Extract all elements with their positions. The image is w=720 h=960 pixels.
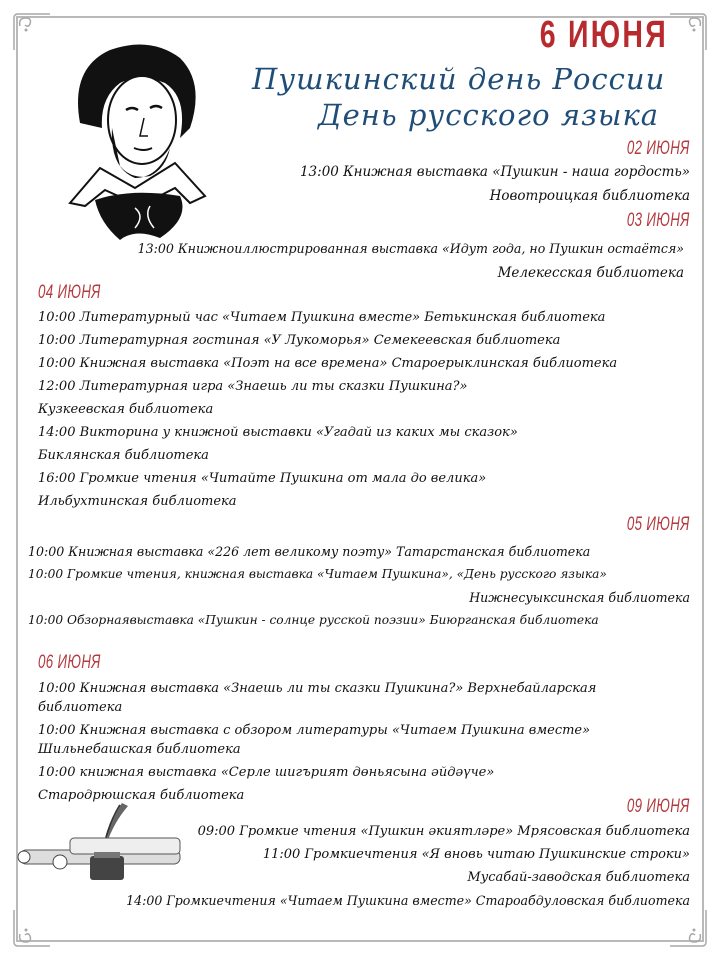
event-line: 13:00 Книжноиллюстрированная выставка «Идут года, но Пушкин остаётся» (137, 241, 684, 256)
event-line: 10:00 Книжная выставка «Знаешь ли ты сказки Пушкина?» Верхнебайларская (38, 681, 597, 696)
event-line: 10:00 Книжная выставка «Поэт на все времена» Староерыклинская библиотека (38, 356, 618, 371)
event-line: 10:00 книжная выставка «Серле шигърият дөньясына әйдәүче» (38, 765, 495, 780)
library-line: Биклянская библиотека (38, 448, 209, 463)
library-line: библиотека (38, 700, 123, 715)
date-label-09: 09 ИЮНЯ (627, 796, 690, 817)
library-line: Мусабай-заводская библиотека (467, 870, 690, 885)
library-line: Кузкеевская библиотека (38, 402, 214, 417)
event-line: 14:00 Викторина у книжной выставки «Угадай из каких мы сказок» (38, 425, 518, 440)
library-line: Ильбухтинская библиотека (38, 494, 237, 509)
library-line: Стародрюшская библиотека (38, 788, 245, 803)
corner-ornament-icon (12, 908, 52, 948)
library-line: Мелекесская библиотека (497, 265, 684, 281)
event-line: 10:00 Литературный час «Читаем Пушкина вместе» Бетькинская библиотека (38, 310, 606, 325)
event-line: 10:00 Литературная гостиная «У Лукоморья» Семекеевская библиотека (38, 333, 561, 348)
library-line: Шильнебашская библиотека (38, 742, 241, 757)
event-line: 13:00 Книжная выставка «Пушкин - наша гордость» (299, 164, 690, 180)
event-line: 09:00 Громкие чтения «Пушкин әкиятләре» Мрясовская библиотека (197, 824, 690, 839)
library-line: Нижнесуыксинская библиотека (469, 590, 690, 605)
event-line: 10:00 Книжная выставка с обзором литературы «Читаем Пушкина вместе» (38, 723, 591, 738)
event-line: 10:00 Книжная выставка «226 лет великому поэту» Татарстанская библиотека (28, 544, 591, 559)
event-line: 12:00 Литературная игра «Знаешь ли ты сказки Пушкина?» (38, 379, 468, 394)
date-label-04: 04 ИЮНЯ (38, 282, 101, 303)
date-label-02: 02 ИЮНЯ (627, 138, 690, 159)
event-line: 11:00 Громкиечтения «Я вновь читаю Пушкинские строки» (262, 847, 690, 862)
date-label-03: 03 ИЮНЯ (627, 210, 690, 231)
page-subtitle: День русского языка (318, 98, 660, 132)
quill-inkwell-illustration (10, 800, 190, 895)
event-date-title: 6 ИЮНЯ (539, 14, 668, 56)
event-line: 10:00 Громкие чтения, книжная выставка «Читаем Пушкина», «День русского языка» (28, 567, 607, 581)
date-label-05: 05 ИЮНЯ (627, 514, 690, 535)
library-line: Новотроицкая библиотека (489, 188, 690, 204)
page-title: Пушкинский день России (252, 62, 666, 96)
corner-ornament-icon (668, 12, 708, 52)
date-label-06: 06 ИЮНЯ (38, 652, 101, 673)
event-line: 14:00 Громкиечтения «Читаем Пушкина вместе» Староабдуловская библиотека (126, 893, 690, 908)
event-line: 16:00 Громкие чтения «Читайте Пушкина от мала до велика» (38, 471, 487, 486)
event-line: 10:00 Обзорнаявыставка «Пушкин - солнце русской поэзии» Биюрганская библиотека (28, 613, 599, 627)
corner-ornament-icon (668, 908, 708, 948)
pushkin-portrait (40, 28, 220, 243)
